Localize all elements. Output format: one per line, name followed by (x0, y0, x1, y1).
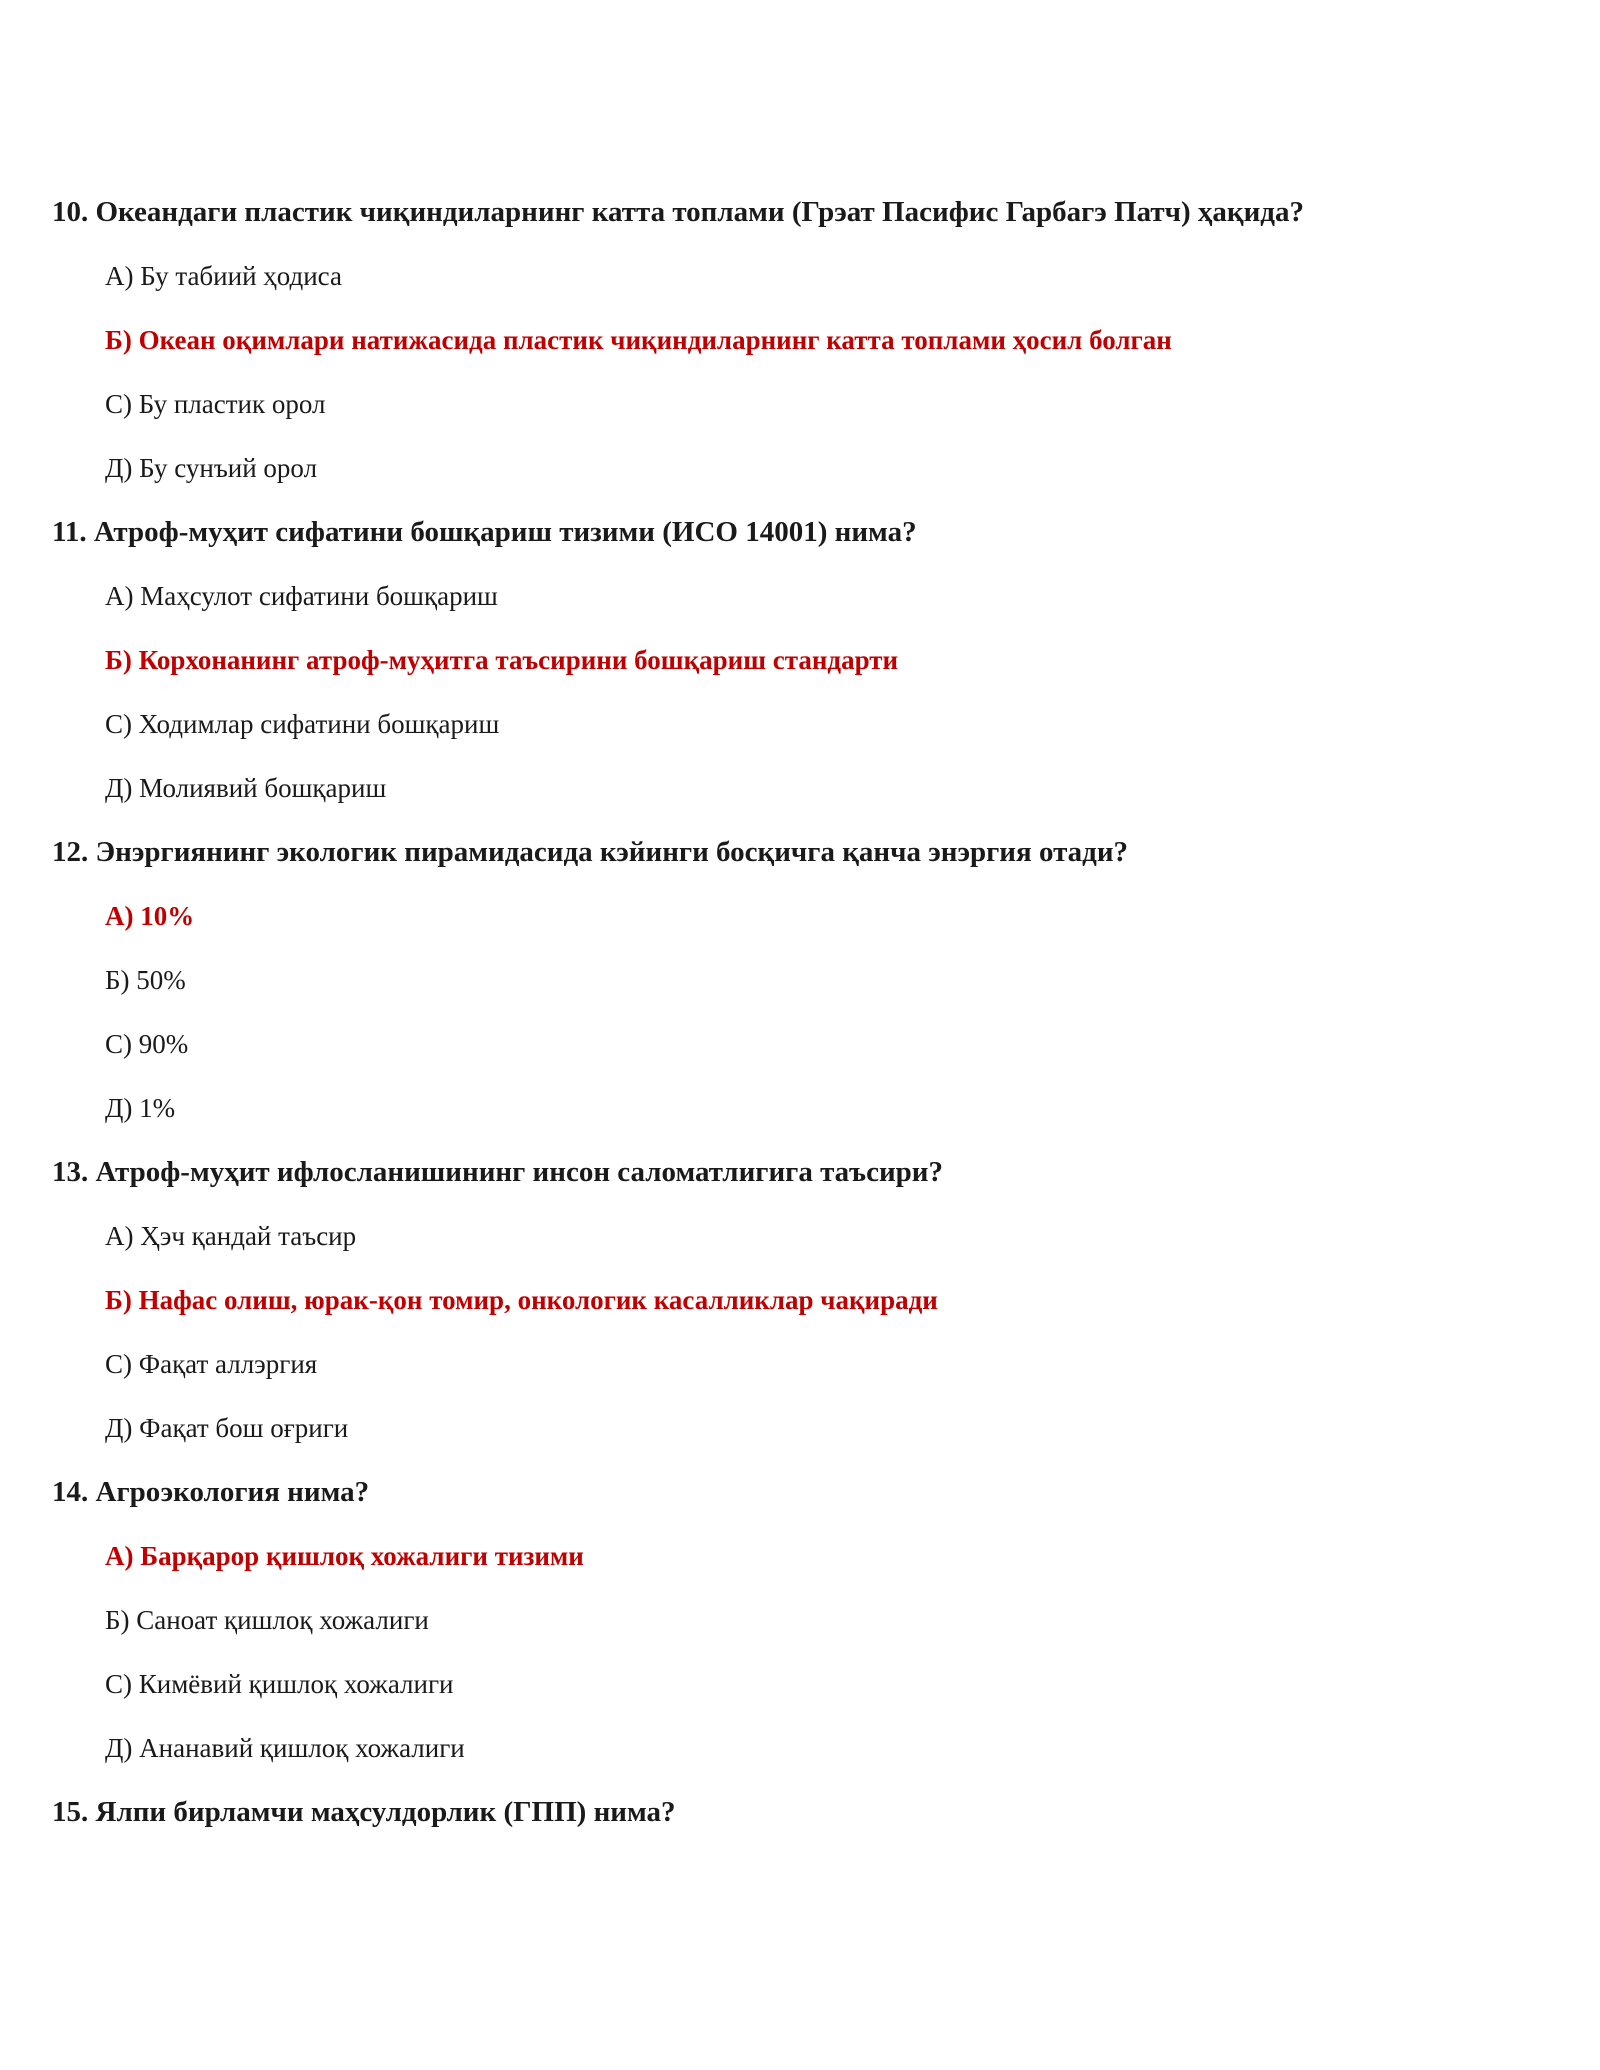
answer-options (52, 564, 1552, 820)
answer-option: С) Бу пластик орол (105, 389, 326, 419)
answer-options (52, 1204, 1552, 1460)
correct-answer-option: А) Барқарор қишлоқ хожалиги тизими (105, 1541, 584, 1571)
answer-option: С) 90% (105, 1029, 189, 1059)
answer-option: С) Ходимлар сифатини бошқариш (105, 709, 500, 739)
answer-option: А) Маҳсулот сифатини бошқариш (105, 581, 498, 611)
correct-answer-option: Б) Океан оқимлари натижасида пластик чиқиндиларнинг катта топлами ҳосил болган (105, 325, 1172, 355)
question-text: 15. Ялпи бирламчи маҳсулдорлик (ГПП) нима? (52, 1796, 676, 1828)
question-list (52, 180, 1552, 1844)
question-text: 11. Атроф-муҳит сифатини бошқариш тизими (ИСО 14001) нима? (52, 516, 917, 548)
question-text: 10. Океандаги пластик чиқиндиларнинг катта топлами (Грэат Пасифис Гарбагэ Патч) ҳақида? (52, 196, 1304, 228)
correct-answer-option: Б) Корхонанинг атроф-муҳитга таъсирини бошқариш стандарти (105, 645, 899, 675)
answer-option: С) Кимёвий қишлоқ хожалиги (105, 1669, 454, 1699)
correct-answer-option: А) 10% (105, 901, 195, 931)
answer-option: А) Ҳэч қандай таъсир (105, 1221, 357, 1251)
question-text: 12. Энэргиянинг экологик пирамидасида кэйинги босқичга қанча энэргия отади? (52, 836, 1129, 868)
answer-option: Д) Молиявий бошқариш (105, 773, 387, 803)
question-block (52, 1460, 1552, 1780)
answer-option: Б) 50% (105, 965, 186, 995)
question-block (52, 1140, 1552, 1460)
answer-option: А) Бу табиий ҳодиса (105, 261, 342, 291)
answer-option: С) Фақат аллэргия (105, 1349, 318, 1379)
question-block (52, 1780, 1552, 1844)
answer-options (52, 244, 1552, 500)
answer-options (52, 884, 1552, 1140)
question-block (52, 500, 1552, 820)
question-block (52, 180, 1552, 500)
question-block (52, 820, 1552, 1140)
correct-answer-option: Б) Нафас олиш, юрак-қон томир, онкологик касалликлар чақиради (105, 1285, 938, 1315)
answer-options (52, 1524, 1552, 1780)
answer-option: Д) Ананавий қишлоқ хожалиги (105, 1733, 465, 1763)
question-text: 14. Агроэкология нима? (52, 1476, 370, 1508)
answer-option: Д) Фақат бош оғриги (105, 1413, 349, 1443)
answer-option: Д) Бу сунъий орол (105, 453, 318, 483)
answer-option: Д) 1% (105, 1093, 176, 1123)
answer-option: Б) Саноат қишлоқ хожалиги (105, 1605, 429, 1635)
question-text: 13. Атроф-муҳит ифлосланишининг инсон саломатлигига таъсири? (52, 1156, 943, 1188)
